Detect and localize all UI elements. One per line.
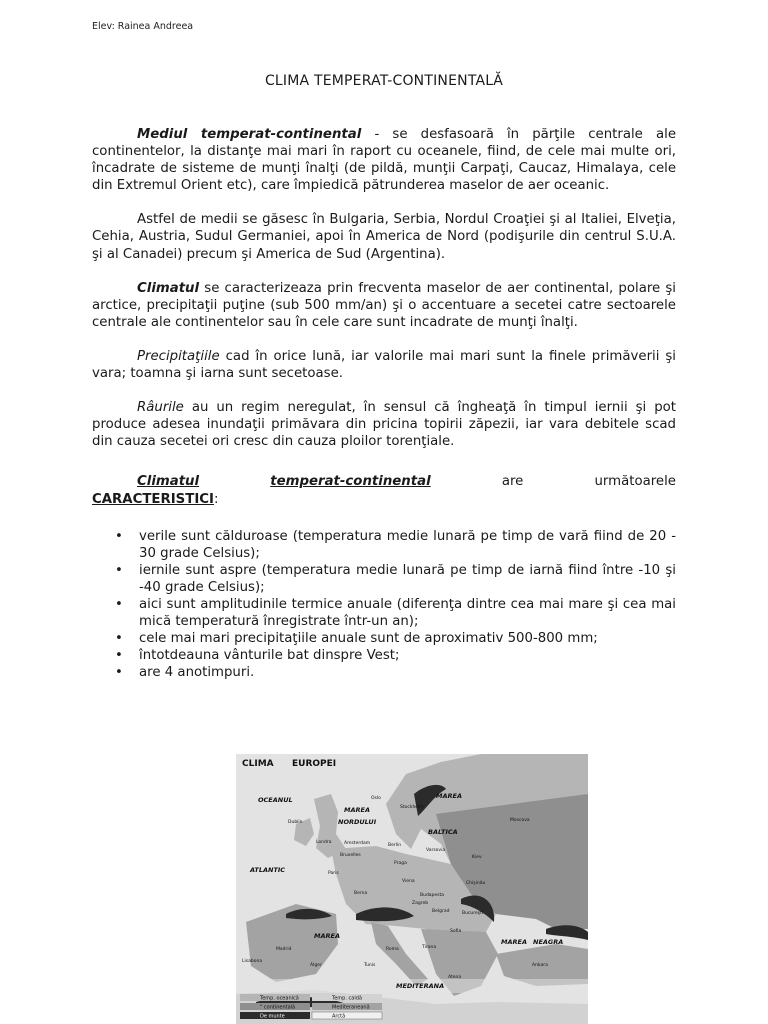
- city-label: Paris: [328, 871, 339, 876]
- list-item: [92, 596, 676, 630]
- city-label: Zagreb: [412, 901, 429, 906]
- sea-label: MAREA: [314, 932, 340, 940]
- legend-swatch-arctic: [312, 1012, 382, 1019]
- city-label: Bruxelles: [340, 853, 361, 858]
- sea-label: MEDITERANA: [396, 982, 445, 990]
- document-body: [92, 126, 676, 681]
- city-label: Chişinău: [466, 881, 486, 886]
- list-item: [92, 630, 676, 647]
- legend-label: De munte: [260, 1013, 285, 1020]
- list-item-text: are 4 anotimpuri.: [139, 665, 255, 681]
- city-label: Varsovia: [426, 848, 446, 853]
- list-item-text: întotdeauna vânturile bat dinspre Vest;: [139, 648, 400, 664]
- heading-word-climatul: Climatul: [137, 474, 200, 490]
- heading-word-urmatoarele: următoarele: [594, 474, 676, 490]
- map-title-europei: EUROPEI: [292, 759, 337, 769]
- list-item-text: iernile sunt aspre (temperatura medie lunară pe timp de iarnă fiind între -10 şi -40 grade Celsius);: [139, 562, 676, 595]
- city-label: Ankara: [532, 963, 548, 968]
- paragraph-precipitatii-text: cad în orice lună, iar valorile mai mari sunt la finele primăverii şi vara; toamna şi iarna sunt secetoase.: [92, 348, 676, 382]
- city-label: Tunis: [364, 963, 376, 968]
- city-label: Viena: [402, 879, 415, 884]
- bullet-icon: •: [115, 665, 123, 681]
- caracteristici-colon: :: [213, 491, 219, 507]
- paragraph-raurile-text: au un regim neregulat, în sensul că îngheaţă în timpul iernii şi pot produce adesea inundaţii primăvara din pricina topirii zăpezii, iar vara debitele scad din cauza secetei ori cresc din cauza ploilor torenţiale.: [92, 400, 676, 450]
- page-title: CLIMA TEMPERAT-CONTINENTALĂ: [264, 73, 504, 89]
- sea-label: MAREA: [436, 792, 462, 800]
- europe-climate-map: [236, 754, 588, 1024]
- paragraph-climatul: [92, 280, 676, 331]
- map-title-clima: CLIMA: [242, 759, 274, 769]
- city-label: Madrid: [276, 947, 292, 952]
- city-label: Tirana: [422, 945, 437, 950]
- list-item-text: verile sunt călduroase (temperatura medie lunară pe timp de vară fiind de 20 - 30 grade Celsius);: [139, 528, 676, 561]
- city-label: Praga: [394, 861, 407, 866]
- city-label: Belgrad: [432, 909, 450, 914]
- city-label: Atena: [448, 975, 462, 980]
- sea-label: BALTICA: [428, 828, 458, 836]
- city-label: Stockholm: [400, 805, 424, 810]
- characteristics-list: [92, 528, 676, 682]
- list-item: [92, 528, 676, 562]
- city-label: Berna: [354, 891, 368, 896]
- city-label: Lisabona: [242, 959, 263, 964]
- city-label: Roma: [386, 947, 399, 952]
- city-label: Budapesta: [420, 893, 445, 898]
- list-item: [92, 562, 676, 596]
- city-label: Oslo: [371, 796, 381, 801]
- paragraph-mediul: [92, 126, 676, 194]
- heading-word-are: are: [501, 474, 524, 490]
- paragraph-raurile: [92, 399, 676, 450]
- bullet-icon: •: [115, 562, 123, 578]
- term-climatul: Climatul: [137, 280, 200, 296]
- city-label: Bucureşti: [462, 911, 484, 916]
- city-label: Londra: [316, 840, 332, 845]
- city-label: Sofia: [450, 929, 462, 934]
- sea-label: MAREA: [344, 806, 370, 814]
- bullet-icon: •: [115, 648, 123, 664]
- sea-label: ATLANTIC: [250, 866, 286, 874]
- list-item-text: aici sunt amplitudinile termice anuale (diferenţa dintre cea mai mare şi cea mai mică temperatură înregistrate într-un an);: [139, 596, 676, 630]
- bullet-icon: •: [115, 596, 123, 612]
- term-mediul: Mediul temperat-continental: [137, 127, 362, 142]
- list-item: [92, 664, 676, 681]
- term-precipitatii: Precipitaţiile: [137, 348, 220, 364]
- city-label: Moscova: [510, 818, 530, 823]
- legend-label: Arctă: [332, 1013, 346, 1020]
- paragraph-mediul-text: - se desfasoară în părţile centrale ale continentelor, la distanţe mai mari în raport cu oceanele, fiind, de cele mai multe ori, încadrate de sisteme de munţi înalţi (de pildă, munţii Carpaţi, Caucaz, Himalaya, cele din Extremul Orient etc), care împiedică pătrunderea maselor de aer oceanic.: [92, 127, 677, 194]
- city-label: Dublin: [288, 820, 303, 825]
- heading-word-temperat: temperat-continental: [270, 474, 431, 490]
- bullet-icon: •: [115, 528, 123, 544]
- list-item-text: cele mai mari precipitaţiile anuale sunt de aproximativ 500-800 mm;: [139, 631, 598, 647]
- map-svg: [236, 754, 588, 1024]
- term-raurile: Râurile: [137, 400, 184, 416]
- legend-label: " continentală: [260, 1004, 296, 1011]
- sea-label: NORDULUI: [338, 818, 377, 826]
- paragraph-climatul-text: se caracterizeaza prin frecventa maselor de aer continental, polare şi arctice, precipitaţii puţine (sub 500 mm/an) şi o accentuare a secetei catre sectoarele centrale ale continentelor sau în cele care sunt incadrate de munţi înalţi.: [92, 280, 676, 330]
- sea-label: MAREA: [501, 938, 527, 946]
- paragraph-astfel: Astfel de medii se găsesc în Bulgaria, Serbia, Nordul Croaţiei şi al Italiei, Elveţia, Cehia, Austria, Sudul Germaniei, apoi în America de Nord (podişurile din centrul S.U.A. şi al Canadei) precum şi America de Sud (Argentina).: [92, 212, 676, 262]
- sea-label: OCEANUL: [258, 796, 293, 804]
- legend-label: Temp. oceanică: [260, 995, 299, 1002]
- bullet-icon: •: [115, 631, 123, 647]
- legend-label: Mediteraneană: [332, 1004, 370, 1011]
- city-label: Berlin: [388, 843, 402, 848]
- caracteristici-label: CARACTERISTICI: [92, 491, 214, 507]
- characteristics-label-line: [92, 491, 676, 508]
- sea-label: NEAGRA: [533, 938, 564, 946]
- legend-label: Temp. caldă: [332, 995, 362, 1002]
- list-item: [92, 647, 676, 664]
- city-label: Alger: [310, 963, 322, 968]
- characteristics-heading: [92, 473, 676, 490]
- author-header: Elev: Rainea Andreea: [92, 21, 194, 32]
- paragraph-precipitatii: [92, 348, 676, 382]
- city-label: Kiev: [472, 855, 482, 860]
- city-label: Amsterdam: [344, 841, 371, 846]
